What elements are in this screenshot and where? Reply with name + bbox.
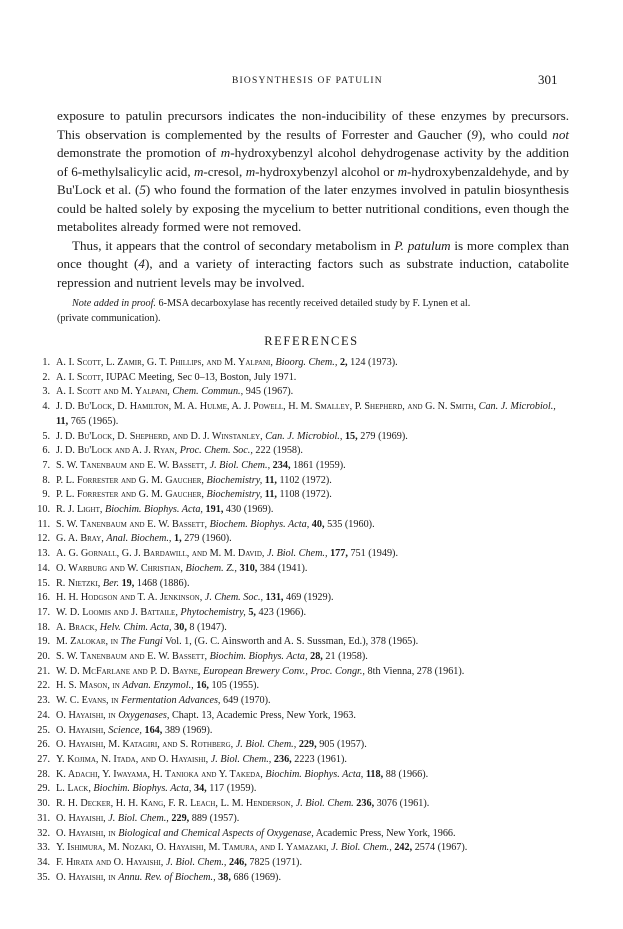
reference-volume: 2,	[339, 357, 348, 368]
reference-authors: W. D. Loomis and J. Battaile,	[56, 606, 178, 618]
reference-text	[56, 430, 568, 445]
reference-authors: G. A. Bray,	[56, 533, 104, 545]
reference-text	[56, 871, 568, 886]
reference-item	[0, 488, 623, 503]
reference-text	[56, 827, 568, 842]
reference-volume: 38,	[218, 871, 231, 883]
reference-item	[0, 709, 623, 724]
reference-journal: Biochim. Biophys. Acta,	[93, 783, 192, 795]
reference-authors: A. G. Gornall, G. J. Bardawill, and M. M. David,	[56, 548, 265, 560]
reference-number: 7.	[42, 459, 50, 471]
reference-volume: 177,	[330, 548, 348, 560]
reference-text	[56, 385, 568, 400]
reference-number: 29.	[37, 783, 50, 795]
reference-text	[56, 665, 568, 680]
reference-number: 32.	[37, 827, 50, 839]
reference-item	[0, 841, 623, 856]
reference-pages: 3076 (1961).	[376, 798, 430, 810]
reference-authors: O. Hayaishi, in	[56, 709, 116, 721]
reference-authors: Y. Ishimura, M. Nozaki, O. Hayaishi, M. Tamura, and I. Yamazaki,	[56, 842, 329, 854]
reference-number: 21.	[37, 665, 50, 677]
reference-number: 25.	[37, 724, 50, 736]
reference-pages: 1861 (1959).	[293, 459, 346, 471]
reference-volume: 5,	[248, 606, 256, 618]
reference-item	[0, 444, 623, 459]
reference-journal: J. Biol. Chem.,	[331, 842, 392, 854]
reference-journal: J. Chem. Soc.,	[204, 592, 264, 604]
reference-pages: 535 (1960).	[327, 518, 375, 530]
reference-volume: 16,	[196, 680, 209, 692]
note-text: 6-MSA decarboxylase has recently received detailed study by F. Lynen et al.	[155, 298, 471, 309]
reference-volume: 30,	[174, 621, 187, 633]
reference-pages: 279 (1969).	[360, 430, 408, 442]
reference-item	[0, 430, 623, 445]
reference-authors: R. J. Light,	[56, 504, 103, 516]
reference-item	[0, 621, 623, 636]
reference-text	[56, 400, 568, 429]
reference-authors: F. Hirata and O. Hayaishi,	[56, 856, 164, 868]
reference-text	[56, 753, 568, 768]
reference-pages: 21 (1958).	[325, 651, 368, 663]
reference-journal: Fermentation Advances,	[121, 695, 221, 707]
reference-number: 31.	[37, 812, 50, 824]
reference-journal: Biochim. Biophys. Acta,	[104, 504, 203, 516]
reference-authors: W. D. McFarlane and P. D. Bayne,	[56, 665, 201, 677]
reference-item	[0, 562, 623, 577]
reference-text	[56, 738, 568, 753]
reference-pages: 751 (1949).	[350, 548, 398, 560]
reference-number: 13.	[37, 548, 50, 560]
reference-authors: J. D. Bu'Lock, D. Hamilton, M. A. Hulme, A. J. Powell, H. M. Smalley, P. Shepherd, and G. N. Smith,	[56, 401, 477, 413]
reference-pages: 1108 (1972).	[279, 489, 332, 501]
reference-text	[56, 518, 568, 533]
reference-text	[56, 782, 568, 797]
reference-item	[0, 577, 623, 592]
reference-text	[56, 459, 568, 474]
reference-journal: Science,	[108, 724, 142, 736]
reference-journal: J. Biol. Chem.	[295, 798, 354, 810]
reference-number: 34.	[37, 856, 50, 868]
reference-volume: 40,	[311, 518, 325, 530]
reference-journal: J. Biol. Chem.,	[165, 856, 227, 868]
reference-journal: Proc. Chem. Soc.,	[179, 445, 253, 457]
reference-journal: The Fungi	[120, 636, 163, 648]
reference-authors: P. L. Forrester and G. M. Gaucher,	[56, 489, 204, 501]
reference-pages: 105 (1955).	[211, 680, 260, 692]
reference-journal: Ber.	[102, 577, 120, 589]
reference-text	[56, 488, 568, 503]
reference-pages: 88 (1966).	[385, 768, 429, 780]
reference-text	[56, 547, 568, 562]
reference-journal: Can. J. Microbiol.,	[265, 430, 343, 442]
reference-volume: 236,	[356, 798, 375, 810]
reference-text	[56, 679, 568, 694]
reference-journal: Can. J. Microbiol.,	[478, 401, 556, 413]
reference-item	[0, 356, 623, 371]
reference-text	[56, 532, 568, 547]
reference-item	[0, 679, 623, 694]
reference-number: 26.	[37, 739, 50, 751]
reference-journal: Helv. Chim. Acta,	[99, 621, 172, 633]
reference-authors: A. I. Scott,	[56, 371, 104, 383]
reference-item	[0, 474, 623, 489]
reference-volume: 236,	[273, 753, 292, 765]
reference-authors: J. D. Bu'Lock, D. Shepherd, and D. J. Winstanley,	[56, 430, 263, 442]
reference-text	[56, 812, 568, 827]
paragraph-2: Thus, it appears that the control of secondary metabolism in P. patulum is more complex than once thought (4), and a variety of interacting factors such as substrate induction, catabolite repression and nutrient levels may be involved.	[57, 237, 569, 290]
reference-authors: A. I. Scott and M. Yalpani,	[56, 386, 170, 398]
running-header	[0, 72, 623, 88]
reference-pages: 423 (1966).	[258, 606, 307, 618]
reference-number: 10.	[37, 504, 50, 516]
reference-journal: Biochem. Z.,	[185, 562, 237, 574]
reference-pages: 765 (1965).	[70, 415, 119, 427]
reference-authors: O. Hayaishi,	[56, 724, 106, 736]
reference-number: 18.	[37, 621, 50, 633]
reference-number: 16.	[37, 592, 50, 604]
reference-item	[0, 724, 623, 739]
reference-number: 8.	[42, 474, 50, 486]
reference-number: 6.	[42, 445, 50, 457]
reference-pages: 945 (1967).	[245, 386, 294, 398]
reference-authors: W. C. Evans, in	[56, 695, 119, 707]
reference-text	[56, 606, 568, 621]
reference-text	[56, 724, 568, 739]
reference-number: 30.	[37, 798, 50, 810]
reference-pages: 279 (1960).	[184, 533, 232, 545]
reference-pages: 686 (1969).	[233, 871, 281, 883]
reference-text	[56, 371, 568, 386]
reference-number: 19.	[37, 636, 50, 648]
reference-number: 5.	[42, 430, 50, 442]
reference-text	[56, 356, 568, 371]
reference-item	[0, 738, 623, 753]
reference-item	[0, 650, 623, 665]
reference-number: 4.	[42, 401, 50, 413]
reference-authors: S. W. Tanenbaum and E. W. Bassett,	[56, 518, 208, 530]
reference-pages: Academic Press, New York, 1966.	[315, 827, 456, 839]
reference-authors: S. W. Tanenbaum and E. W. Bassett,	[56, 459, 208, 471]
reference-volume: 11,	[264, 489, 277, 501]
reference-item	[0, 532, 623, 547]
reference-number: 33.	[37, 842, 50, 854]
reference-pages: 124 (1973).	[350, 357, 398, 368]
reference-journal: J. Biol. Chem.,	[210, 753, 272, 765]
reference-authors: H. S. Mason, in	[56, 680, 120, 692]
reference-pages: 905 (1957).	[319, 739, 367, 751]
reference-text	[56, 694, 568, 709]
reference-authors: J. D. Bu'Lock and A. J. Ryan,	[56, 445, 178, 457]
reference-text	[56, 709, 568, 724]
reference-volume: 131,	[265, 592, 284, 604]
running-title: BIOSYNTHESIS OF PATULIN	[232, 76, 383, 86]
reference-volume: 118,	[365, 768, 384, 780]
reference-pages: 430 (1969).	[225, 504, 274, 516]
reference-number: 9.	[42, 489, 50, 501]
reference-authors: Y. Kojima, N. Itada, and O. Hayaishi,	[56, 753, 209, 765]
body-text	[57, 107, 569, 292]
reference-number: 15.	[37, 577, 50, 589]
reference-pages: 469 (1929).	[286, 592, 334, 604]
reference-authors: O. Hayaishi, M. Katagiri, and S. Rothberg,	[56, 739, 234, 751]
reference-pages: 2223 (1961).	[294, 753, 347, 765]
reference-item	[0, 591, 623, 606]
reference-volume: 242,	[394, 842, 413, 854]
reference-item	[0, 782, 623, 797]
reference-authors: L. Lack,	[56, 783, 91, 795]
reference-number: 22.	[37, 680, 50, 692]
reference-journal: European Brewery Conv., Proc. Congr.,	[203, 665, 365, 677]
page-number: 301	[538, 72, 558, 87]
reference-authors: A. I. Scott, L. Zamir, G. T. Phillips, and M. Yalpani,	[56, 357, 273, 368]
reference-text	[56, 474, 568, 489]
reference-item	[0, 827, 623, 842]
references-heading: REFERENCES	[264, 334, 359, 348]
reference-volume: 229,	[171, 812, 190, 824]
reference-authors: O. Warburg and W. Christian,	[56, 562, 183, 574]
reference-journal: Biological and Chemical Aspects of Oxygenase,	[118, 827, 314, 839]
reference-journal: J. Biol. Chem.,	[108, 812, 169, 824]
reference-journal: Anal. Biochem.,	[106, 533, 172, 545]
reference-pages: 389 (1969).	[164, 724, 213, 736]
reference-list	[0, 356, 623, 885]
reference-authors: R. H. Decker, H. H. Kang, F. R. Leach, L. M. Henderson,	[56, 798, 294, 810]
reference-volume: 246,	[228, 856, 247, 868]
reference-volume: 1,	[174, 533, 182, 545]
reference-authors: M. Zalokar, in	[56, 636, 119, 648]
reference-pages: 8 (1947).	[189, 621, 227, 633]
reference-number: 35.	[37, 871, 50, 883]
reference-pages: 889 (1957).	[191, 812, 240, 824]
reference-item	[0, 503, 623, 518]
reference-item	[0, 547, 623, 562]
reference-text	[56, 635, 568, 650]
reference-pages: 2574 (1967).	[414, 842, 468, 854]
reference-volume: 191,	[205, 504, 224, 516]
reference-journal: Advan. Enzymol.,	[122, 680, 194, 692]
reference-volume: 19,	[121, 577, 135, 589]
reference-text	[56, 591, 568, 606]
reference-text	[56, 577, 568, 592]
reference-item	[0, 518, 623, 533]
note-label: Note added in proof.	[72, 298, 156, 309]
reference-number: 12.	[37, 533, 50, 545]
reference-number: 20.	[37, 651, 50, 663]
reference-journal: Phytochemistry,	[180, 606, 246, 618]
reference-volume: 229,	[298, 739, 317, 751]
reference-volume: 11,	[264, 474, 277, 486]
reference-pages: Chapt. 13, Academic Press, New York, 1963.	[171, 709, 356, 721]
reference-authors: O. Hayaishi, in	[56, 827, 116, 839]
reference-pages: 222 (1958).	[255, 445, 303, 457]
reference-text	[56, 562, 568, 577]
reference-number: 3.	[42, 386, 50, 398]
reference-pages: 7825 (1971).	[249, 856, 302, 868]
reference-item	[0, 768, 623, 783]
reference-item	[0, 856, 623, 871]
reference-item	[0, 459, 623, 474]
reference-journal: Annu. Rev. of Biochem.,	[118, 871, 216, 883]
reference-item	[0, 400, 623, 429]
reference-authors: A. Brack,	[56, 621, 98, 633]
reference-journal: Biochemistry,	[206, 489, 263, 501]
reference-pages: 117 (1959).	[209, 783, 257, 795]
reference-journal: J. Biol. Chem.,	[209, 459, 271, 471]
reference-authors: S. W. Tanenbaum and E. W. Bassett,	[56, 651, 208, 663]
reference-number: 27.	[37, 753, 50, 765]
reference-authors: R. Nietzki,	[56, 577, 101, 589]
reference-journal: Bioorg. Chem.,	[275, 357, 338, 368]
reference-item	[0, 871, 623, 886]
reference-text	[56, 841, 568, 856]
reference-number: 11.	[37, 518, 50, 530]
reference-volume: 234,	[272, 459, 291, 471]
reference-text	[56, 797, 568, 812]
reference-item	[0, 797, 623, 812]
reference-journal: J. Biol. Chem.,	[266, 548, 328, 560]
reference-number: 17.	[37, 606, 50, 618]
reference-volume: 310,	[239, 562, 258, 574]
reference-text	[56, 503, 568, 518]
reference-item	[0, 371, 623, 386]
reference-item	[0, 606, 623, 621]
reference-text	[56, 856, 568, 871]
reference-item	[0, 635, 623, 650]
reference-volume: 34,	[193, 783, 207, 795]
reference-item	[0, 812, 623, 827]
reference-pages: 1102 (1972).	[279, 474, 332, 486]
reference-authors: P. L. Forrester and G. M. Gaucher,	[56, 474, 204, 486]
reference-pages: IUPAC Meeting, Sec 0–13, Boston, July 1971.	[105, 371, 297, 383]
reference-text	[56, 621, 568, 636]
reference-volume: 28,	[310, 651, 323, 663]
reference-item	[0, 665, 623, 680]
reference-pages: 1468 (1886).	[136, 577, 190, 589]
note-added-in-proof	[57, 297, 569, 326]
reference-number: 14.	[37, 562, 50, 574]
reference-journal: J. Biol. Chem.,	[235, 739, 297, 751]
reference-pages: 649 (1970).	[223, 695, 271, 707]
reference-text	[56, 650, 568, 665]
reference-text	[56, 768, 568, 783]
reference-authors: K. Adachi, Y. Iwayama, H. Tanioka and Y. Takeda,	[56, 768, 263, 780]
reference-journal: Chem. Commun.,	[172, 386, 244, 398]
reference-number: 1.	[42, 357, 50, 368]
reference-journal: Biochim. Biophys. Acta,	[265, 768, 364, 780]
reference-pages: 8th Vienna, 278 (1961).	[367, 665, 465, 677]
reference-number: 24.	[37, 709, 50, 721]
reference-authors: H. H. Hodgson and T. A. Jenkinson,	[56, 592, 203, 604]
reference-item	[0, 753, 623, 768]
reference-item	[0, 385, 623, 400]
reference-volume: 11,	[56, 415, 69, 427]
reference-number: 2.	[42, 371, 50, 383]
reference-journal: Biochem. Biophys. Acta,	[209, 518, 310, 530]
reference-pages: 384 (1941).	[259, 562, 308, 574]
paragraph-1: exposure to patulin precursors indicates the non-inducibility of these enzymes by precursors. This observation is complemented by the results of Forrester and Gaucher (9), who could not demonstrate the promotion of m-hydroxybenzyl alcohol dehydrogenase activity by the addition of 6-methylsalicylic acid, m-cresol, m-hydroxybenzyl alcohol or m-hydroxybenzaldehyde, and by Bu'Lock et al. (5) who found the formation of the later enzymes involved in patulin biosynthesis could be halted solely by exposing the mycelium to better nutritional conditions, even though the metabolites already formed were not removed.	[57, 108, 570, 234]
reference-volume: 164,	[144, 724, 163, 736]
reference-item	[0, 694, 623, 709]
reference-volume: 15,	[344, 430, 358, 442]
reference-number: 28.	[37, 768, 50, 780]
reference-authors: O. Hayaishi,	[56, 812, 106, 824]
reference-journal: Oxygenases,	[118, 709, 170, 721]
reference-authors: O. Hayaishi, in	[56, 871, 116, 883]
reference-journal: Biochemistry,	[206, 474, 263, 486]
reference-text	[56, 444, 568, 459]
note-text-continued: (private communication).	[57, 312, 161, 324]
reference-number: 23.	[37, 695, 50, 707]
reference-journal: Biochim. Biophys. Acta,	[209, 651, 308, 663]
reference-pages: Vol. 1, (G. C. Ainsworth and A. S. Sussman, Ed.), 378 (1965).	[165, 636, 419, 648]
